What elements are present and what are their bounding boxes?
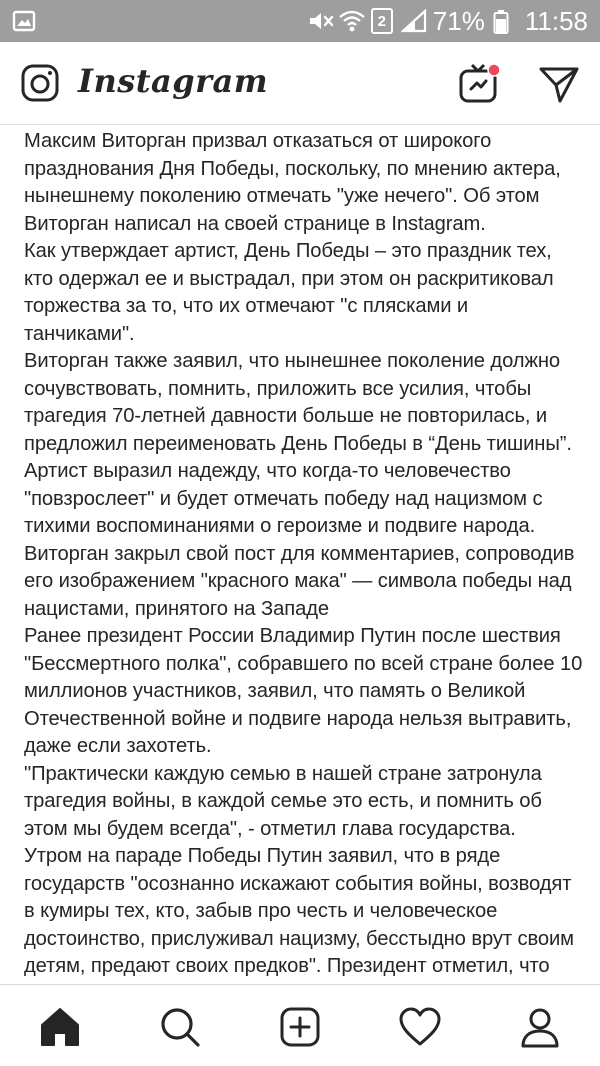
- profile-icon[interactable]: [518, 1005, 562, 1049]
- signal-icon: [401, 9, 425, 33]
- caption-paragraph: "Практически каждую семью в нашей стране затронула трагедия войны, в каждой семье это есть, и помнить об этом мы будем всегда", - отметил глава государства.: [24, 762, 542, 840]
- mute-icon: [307, 9, 331, 33]
- direct-message-icon[interactable]: [538, 64, 580, 104]
- caption-paragraph: Виторган закрыл свой пост для комментариев, сопроводив его изображением "красного мака" — символа победы над нацистами, принятого на Западе: [24, 542, 575, 620]
- search-icon[interactable]: [158, 1005, 202, 1049]
- gallery-icon: [12, 9, 36, 33]
- sim-badge: 2: [371, 8, 393, 34]
- new-post-icon[interactable]: [278, 1005, 322, 1049]
- caption-paragraph: Как утверждает артист, День Победы – это праздник тех, кто одержал ее и выстрадал, при этом он раскритиковал торжества за то, что их отмечают "с плясками и танчиками".: [24, 240, 554, 345]
- post-caption: [24, 128, 584, 1008]
- wifi-icon: [339, 9, 363, 33]
- home-icon[interactable]: [38, 1005, 82, 1049]
- camera-icon[interactable]: [20, 63, 60, 103]
- bottom-nav: [0, 984, 600, 1066]
- status-time: 11:58: [524, 6, 588, 36]
- instagram-logo: Instagram: [78, 62, 269, 100]
- caption-paragraph: Виторган также заявил, что нынешнее поколение должно сочувствовать, помнить, приложить все усилия, чтобы трагедия 70-летней давности больше не повторилась, и предложил переименовать День Победы в “День тишины”.: [24, 350, 572, 455]
- app-header: [0, 42, 600, 125]
- battery-icon: [493, 9, 509, 33]
- status-bar: [0, 0, 600, 42]
- activity-heart-icon[interactable]: [398, 1005, 442, 1049]
- caption-paragraph: Артист выразил надежду, что когда-то человечество "повзрослеет" и будет отмечать победу над нацизмом с тихими воспоминаниями о героизме и подвиге народа.: [24, 460, 543, 537]
- igtv-icon[interactable]: [458, 62, 502, 106]
- caption-paragraph: Максим Виторган призвал отказаться от широкого празднования Дня Победы, поскольку, по мнению актера, нынешнему поколению отмечать "уже нечего". Об этом Виторган написал на своей странице в Instagram.: [24, 130, 561, 235]
- caption-paragraph: Утром на параде Победы Путин заявил, что в ряде государств "осознанно искажают события войны, возводят в кумиры тех, кто, забыв про честь и человеческое достоинство, прислуживал нацизму, бесстыдно врут своим детям, предают своих предков". Президент отметил, что: [24, 845, 574, 977]
- caption-paragraph: Ранее президент России Владимир Путин после шествия "Бессмертного полка", собравшего по всей стране более 10 миллионов участников, заявил, что память о Великой Отечественной войне и подвиге народа нельзя вытравить, даже если захотеть.: [24, 625, 583, 757]
- battery-percent: 71%: [432, 6, 485, 36]
